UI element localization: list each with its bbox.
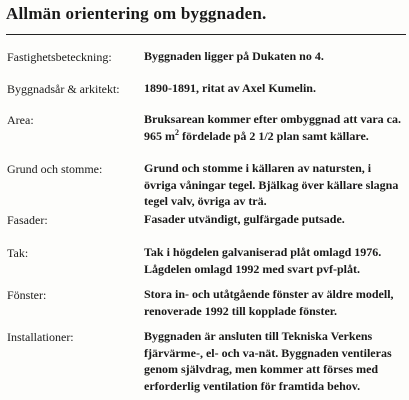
value-line: övriga våningar tegel. Bjälkag över källare slagna: [144, 177, 399, 192]
value-grund-och-stomme: [144, 160, 406, 210]
value-line: erforderlig ventilation för framtida behov.: [144, 378, 361, 393]
value-line: 1890-1891, ritat av Axel Kumelin.: [144, 81, 316, 95]
label-fasader: Fasader:: [7, 213, 48, 227]
area-amount: 965 m: [144, 128, 175, 143]
label-installationer: Installationer:: [7, 330, 74, 344]
label-grund-och-stomme: Grund och stomme:: [7, 162, 103, 176]
value-installationer: [144, 328, 406, 394]
value-area: [144, 111, 406, 144]
value-byggnadsar-arkitekt: [144, 80, 406, 97]
value-fasader: [144, 211, 406, 228]
value-fonster: [144, 286, 406, 319]
value-line: tegel valv, övriga av trä.: [144, 194, 267, 208]
value-fastighetsbeteckning: [144, 48, 406, 65]
value-line: Bruksarean kommer efter ombyggnad att vara ca.: [144, 112, 401, 126]
value-line: Stora in- och utåtgående fönster av äldre modell,: [144, 287, 394, 301]
label-area: Area:: [7, 113, 34, 127]
value-tak: [144, 244, 406, 277]
value-line: Tak i högdelen galvaniserad plåt omlagd 1976.: [144, 245, 382, 259]
value-line-area: [144, 128, 406, 145]
label-tak: Tak:: [7, 246, 29, 260]
title-divider: [6, 34, 406, 35]
area-superscript: 2: [175, 127, 179, 137]
value-line: Byggnaden ligger på Dukaten no 4.: [144, 49, 324, 63]
document-title: Allmän orientering om byggnaden.: [6, 4, 267, 23]
value-line: fjärvärme-, el- och va-nät. Byggnaden ventileras: [144, 345, 392, 360]
label-fonster: Fönster:: [7, 288, 47, 302]
value-line: Lågdelen omlagd 1992 med svart pvf-plåt.: [144, 261, 360, 276]
label-byggnadsar-arkitekt: Byggnadsår & arkitekt:: [7, 82, 120, 96]
label-fastighetsbeteckning: Fastighetsbeteckning:: [7, 50, 112, 64]
value-line: Byggnaden är ansluten till Tekniska Verkens: [144, 329, 373, 343]
area-rest: fördelade på 2 1/2 plan samt källare.: [179, 128, 369, 143]
value-line: renoverade 1992 till kopplade fönster.: [144, 303, 338, 318]
value-line: Grund och stomme i källaren av natursten, i: [144, 161, 372, 175]
value-line: genom självdrag, men kommer att förses med: [144, 362, 379, 376]
value-line: Fasader utvändigt, gulfärgade putsade.: [144, 212, 345, 226]
